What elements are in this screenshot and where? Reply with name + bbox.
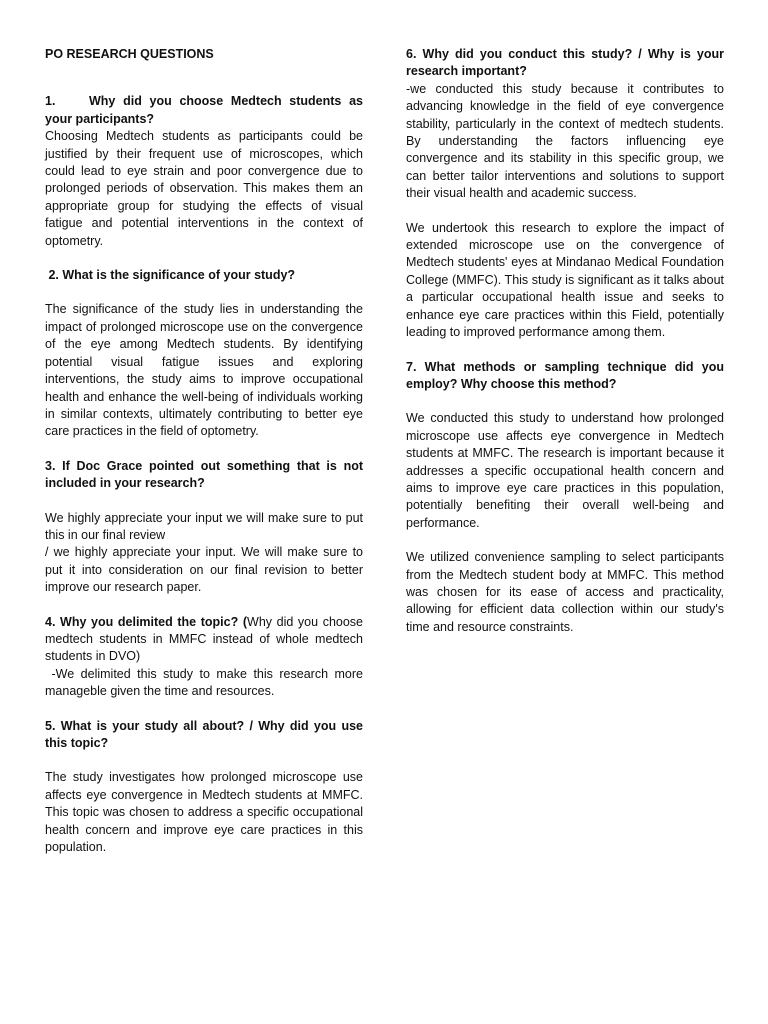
answer-5: The study investigates how prolonged microscope use affects eye convergence in Medtech students at MMFC. This topic was chosen to address a specific occupational health concern and improve eye care practices in this population. [45, 770, 363, 855]
question-4-bold: 4. Why you delimited the topic? ( [45, 614, 248, 629]
answer-7b: We utilized convenience sampling to select participants from the Medtech student body at MMFC. This method was chosen for its ease of access and practicality, allowing for efficient data collection within our study's time and resource constraints. [406, 550, 724, 634]
question-1-text: Why did you choose Medtech students as your participants? [45, 94, 363, 126]
answer-1: Choosing Medtech students as participants could be justified by their frequent use of microscopes, which could lead to eye strain and poor convergence due to prolonged periods of observation. This makes them an appropriate group for studying the effects of visual fatigue and potential interventions in the context of optometry. [45, 129, 363, 248]
page-title: PO RESEARCH QUESTIONS [45, 47, 214, 61]
left-column [45, 46, 367, 856]
question-4 [45, 614, 363, 666]
answer-7a: We conducted this study to understand how prolonged microscope use affects eye convergence in Medtech students at MMFC. The research is important because it addresses a specific occupational health concern and aims to improve eye care practices in this population, potentially benefiting their overall well-being and performance. [406, 411, 724, 530]
answer-3a: We highly appreciate your input we will make sure to put this in our final review [45, 510, 363, 542]
question-1 [45, 93, 363, 128]
answer-6b: We undertook this research to explore the impact of extended microscope use on the convergence of Medtech students' eyes at Mindanao Medical Foundation College (MMFC). This study is significant as it talks about a particular occupational health issue and seeks to enhance eye care practices within this Field, potentially leading to improved performance among them. [406, 220, 724, 340]
answer-3b: / we highly appreciate your input. We will make sure to put it into consideration on our final revision to better improve our research paper. [45, 545, 363, 595]
answer-4: -We delimited this study to make this research more manageble given the time and resources. [45, 666, 367, 699]
question-5: 5. What is your study all about? / Why did you use this topic? [45, 718, 363, 750]
right-column [406, 46, 724, 636]
answer-6a: -we conducted this study because it contributes to advancing knowledge in the field of eye convergence stability, particularly in the context of medtech students. By understanding the factors influencing eye convergence and its stability in this specific group, we can better tailor interventions and solutions to support their visual health and academic success. [406, 81, 724, 201]
question-4-note: Why did you choose medtech students in MMFC instead of whole medtech students in DVO) [45, 614, 364, 664]
question-7: 7. What methods or sampling technique did you employ? Why choose this method? [406, 359, 724, 391]
question-3: 3. If Doc Grace pointed out something that is not included in your research? [45, 458, 363, 491]
question-1-number: 1. [45, 94, 56, 109]
question-6: 6. Why did you conduct this study? / Why is your research important? [406, 47, 724, 79]
answer-2: The significance of the study lies in understanding the impact of prolonged microscope use on the convergence of the eye among Medtech students. By identifying potential visual fatigue issues and exploring interventions, the study aims to improve occupational health and enhance the well-being of individuals working in similar contexts, ultimately contributing to better eye care practices in the field of optometry. [45, 302, 363, 439]
question-2: 2. What is the significance of your study? [45, 268, 296, 283]
